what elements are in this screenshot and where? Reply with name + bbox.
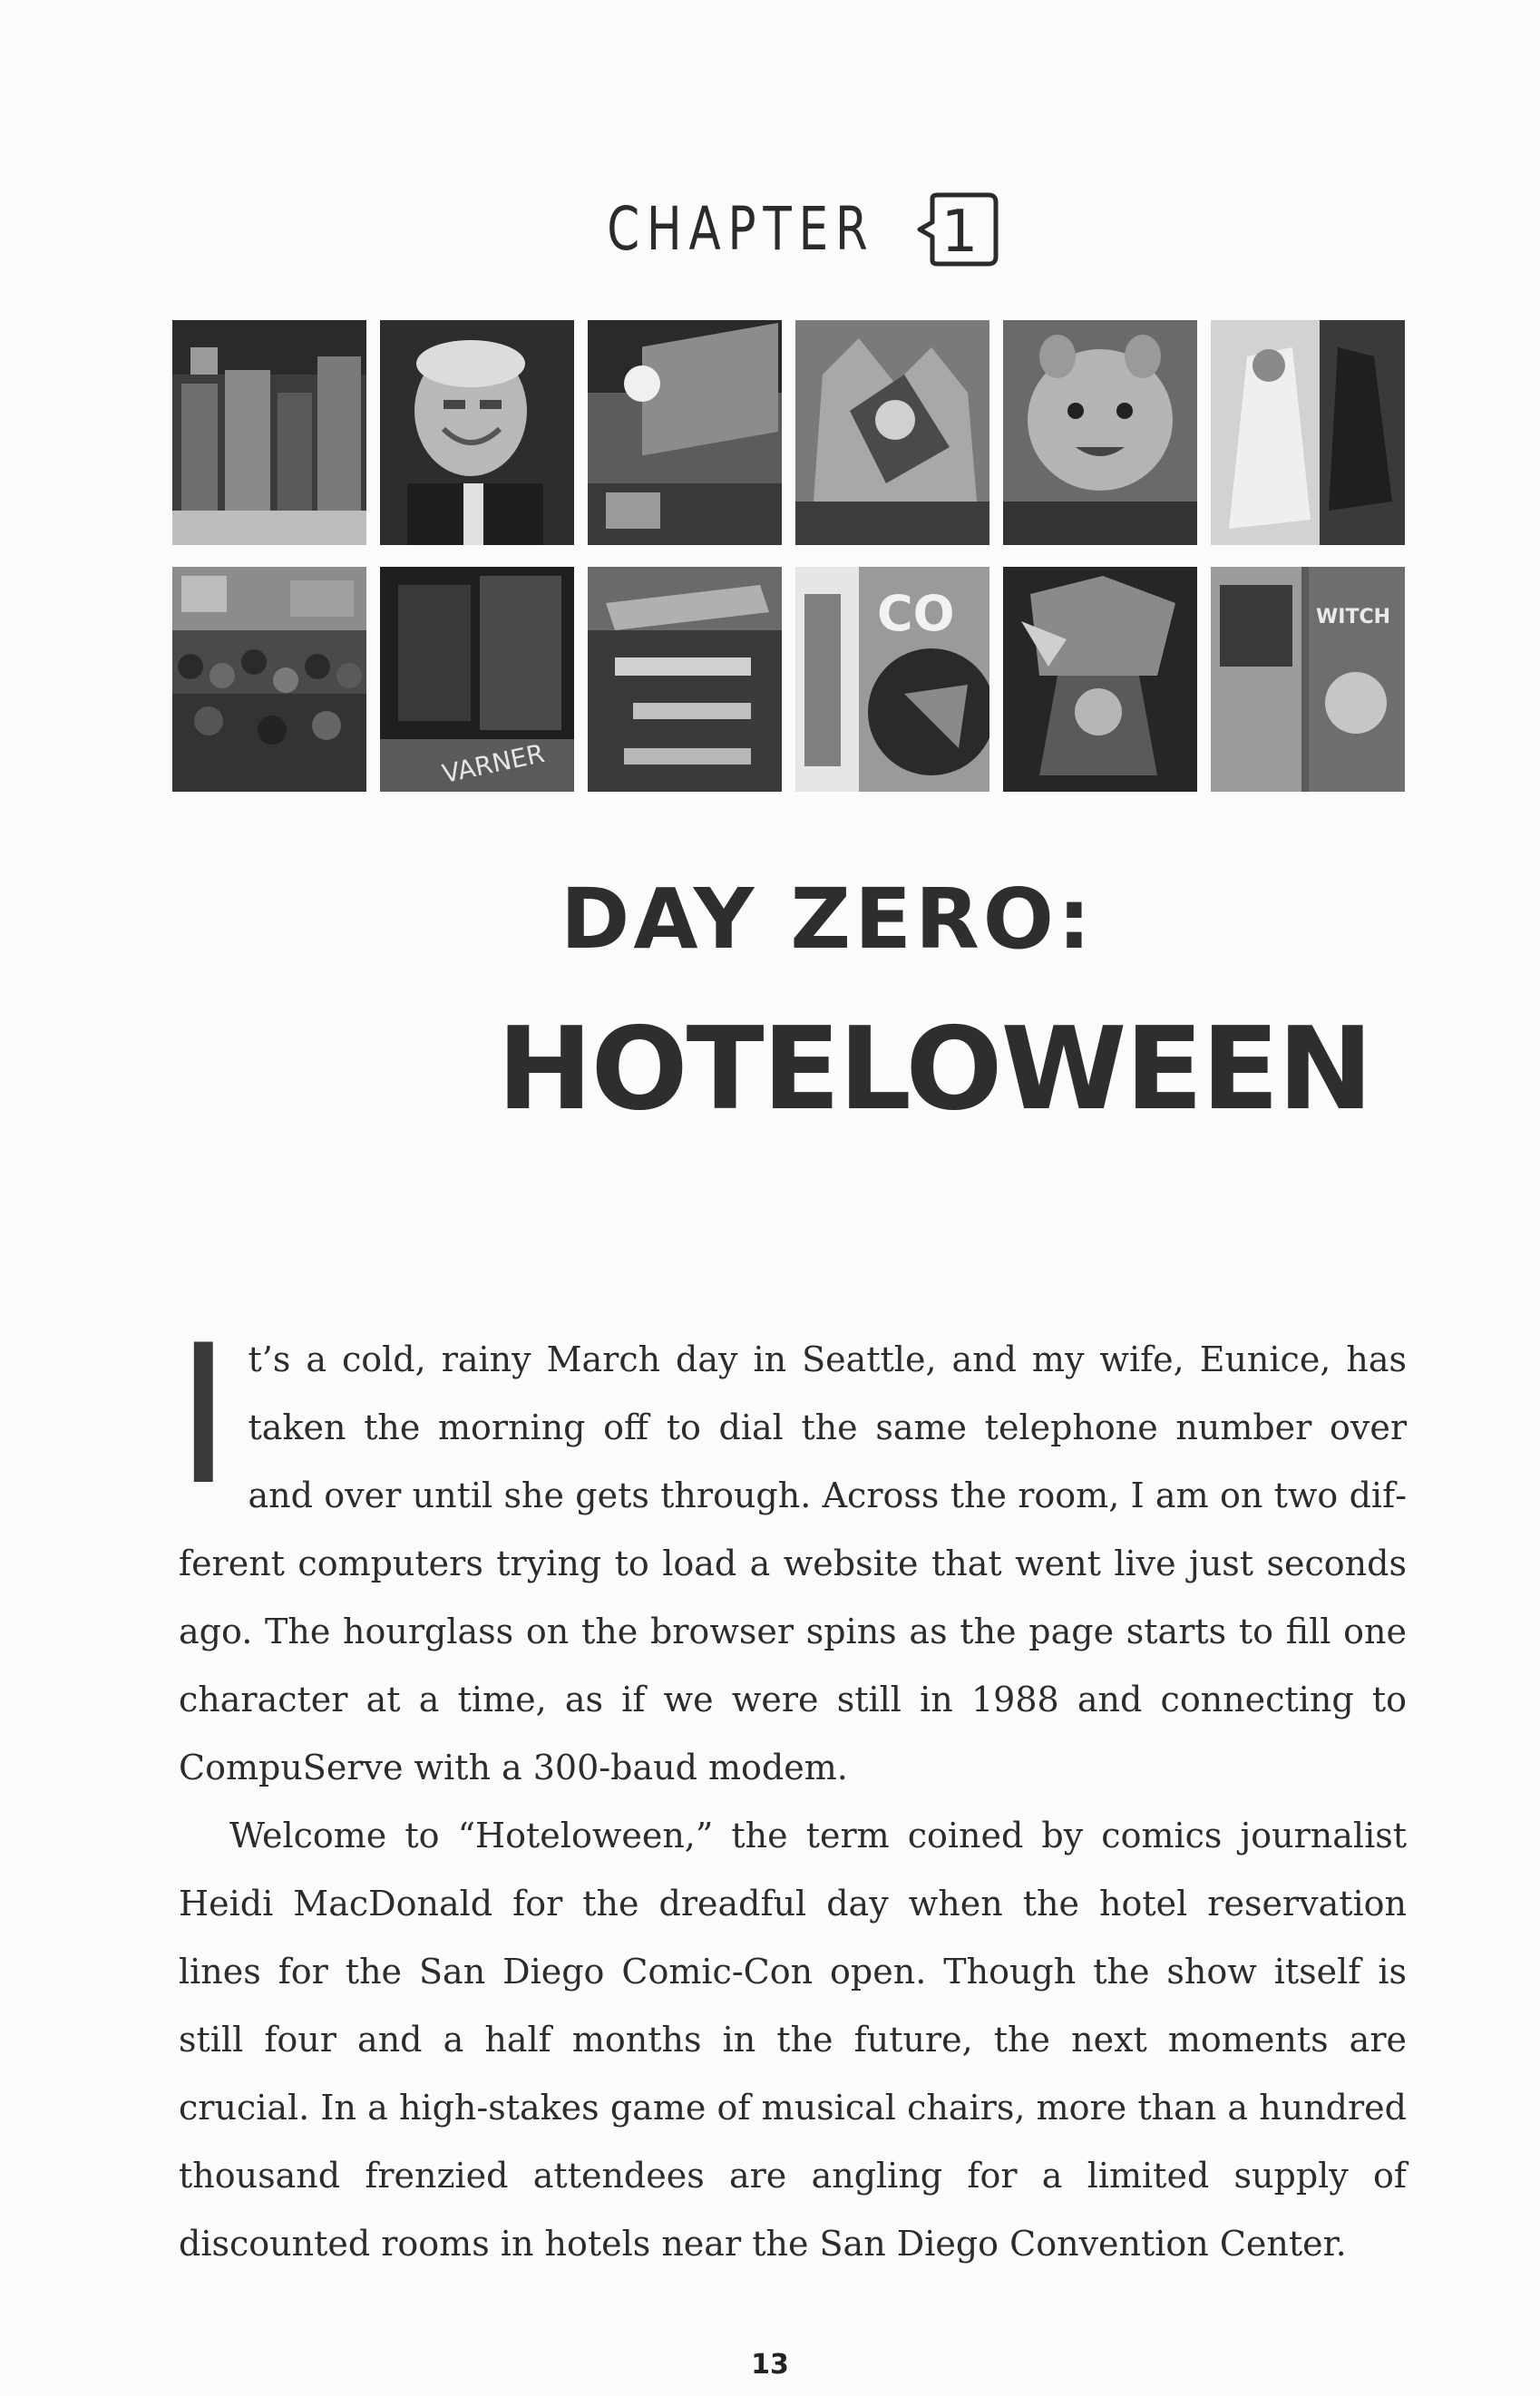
action-figures-photo xyxy=(795,320,989,545)
toy-blasters-photo xyxy=(588,567,782,792)
warner-bros-booth-photo xyxy=(380,567,574,792)
crowd-photo xyxy=(172,567,366,792)
chapter-title-line-1: DAY ZERO: xyxy=(560,871,1095,968)
costumed-figure-photo xyxy=(1211,320,1405,545)
comic-con-logo-photo xyxy=(795,567,989,792)
chapter-heading xyxy=(0,190,1540,268)
drop-cap: I xyxy=(175,1303,232,1527)
witch-cover-text: WITCH xyxy=(1316,606,1391,628)
bookshelf-display-photo xyxy=(172,320,366,545)
plush-toy-photo xyxy=(1003,320,1197,545)
photo-collage xyxy=(172,320,1406,792)
comic-con-logo-text: CO xyxy=(877,585,955,642)
chapter-title-line-2: HOTELOWEEN xyxy=(497,1002,1372,1135)
paragraph-2: Welcome to “Hoteloween,” the term coined by comics journalist Heidi MacDonald for the dreadful day when the hotel reservation lines for the San Diego Comic-Con open. Though the show itself is still four and a half months in the future, the next moments are crucial. In a high-stakes game of musical chairs, more than a hundred thousand frenzied attendees are angling for a limited supply of discounted rooms in hotels near the San Diego Convention Center. xyxy=(179,1816,1407,2264)
robot-statue-photo xyxy=(1003,567,1197,792)
paragraph-1 xyxy=(175,1303,1407,1802)
chapter-label: CHAPTER xyxy=(607,194,875,265)
convention-signage-photo xyxy=(588,320,782,545)
chapter-number-badge xyxy=(909,191,1009,268)
smiling-man-portrait-photo xyxy=(380,320,574,545)
chapter-number: 1 xyxy=(941,198,988,266)
comic-covers-photo xyxy=(1211,567,1405,792)
paragraph-1-text: t’s a cold, rainy March day in Seattle, and my wife, Eunice, has taken the morning off to dial the same telephone number over and over until she gets through. Across the room, I am on two different computers trying to load a website that went live just seconds ago. The hourglass on the browser spins as the page starts to fill one character at a time, as if we were still in 1988 and connecting to CompuServe with a 300-baud modem. xyxy=(179,1339,1407,1787)
warner-booth-text: VARNER xyxy=(439,738,548,790)
body-text xyxy=(175,1303,1407,2278)
page-number: 13 xyxy=(751,2349,789,2381)
